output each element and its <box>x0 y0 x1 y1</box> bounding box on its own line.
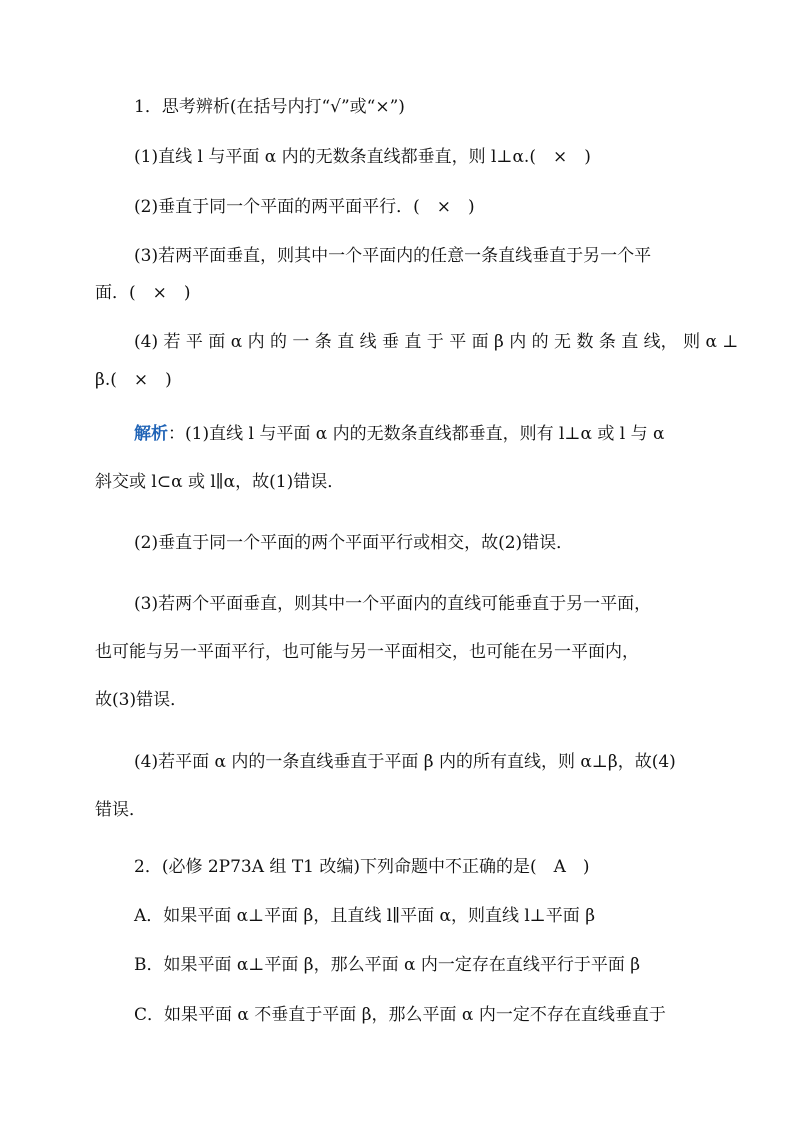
analysis-paragraph-4-line-2: 错误． <box>95 800 146 820</box>
q2-title: 2．(必修 2P73A 组 T1 改编)下列命题中不正确的是( A ) <box>134 857 590 877</box>
analysis-label: 解析 <box>134 424 168 444</box>
q2-option-c: C．如果平面 α 不垂直于平面 β，那么平面 α 内一定不存在直线垂直于 <box>134 1005 666 1025</box>
q1-item-2: (2)垂直于同一个平面的两平面平行．( × ) <box>134 197 475 217</box>
analysis-paragraph-2: (2)垂直于同一个平面的两个平面平行或相交，故(2)错误． <box>134 533 574 553</box>
analysis-paragraph-3-line-1: (3)若两个平面垂直，则其中一个平面内的直线可能垂直于另一平面， <box>134 594 652 614</box>
q1-item-3-line-1: (3)若两平面垂直，则其中一个平面内的任意一条直线垂直于另一个平 <box>134 246 652 266</box>
analysis-paragraph-1-line-2: 斜交或 l⊂α 或 l∥α，故(1)错误． <box>95 472 345 492</box>
analysis-paragraph-3-line-2: 也可能与另一平面平行，也可能与另一平面相交，也可能在另一平面内， <box>95 642 639 662</box>
q1-item-4-line-2: β.( × ) <box>95 370 172 390</box>
q1-item-1: (1)直线 l 与平面 α 内的无数条直线都垂直，则 l⊥α.( × ) <box>134 147 591 167</box>
q1-item-4-line-1: (4) 若 平 面 α 内 的 一 条 直 线 垂 直 于 平 面 β 内 的 无 数 条 直 线， 则 α ⊥ <box>134 332 739 352</box>
analysis-paragraph-1-line-1 <box>134 423 664 445</box>
analysis-paragraph-4-line-1: (4)若平面 α 内的一条直线垂直于平面 β 内的所有直线，则 α⊥β，故(4) <box>134 752 676 772</box>
q1-item-3-line-2: 面．( × ) <box>95 283 191 303</box>
q1-title: 1．思考辨析(在括号内打“√”或“×”) <box>134 97 405 117</box>
analysis-p1-text: ：(1)直线 l 与平面 α 内的无数条直线都垂直，则有 l⊥α 或 l 与 α <box>168 424 665 444</box>
q2-option-a: A．如果平面 α⊥平面 β，且直线 l∥平面 α，则直线 l⊥平面 β <box>134 906 596 926</box>
q2-option-b: B．如果平面 α⊥平面 β，那么平面 α 内一定存在直线平行于平面 β <box>134 955 641 975</box>
analysis-paragraph-3-line-3: 故(3)错误． <box>95 690 188 710</box>
